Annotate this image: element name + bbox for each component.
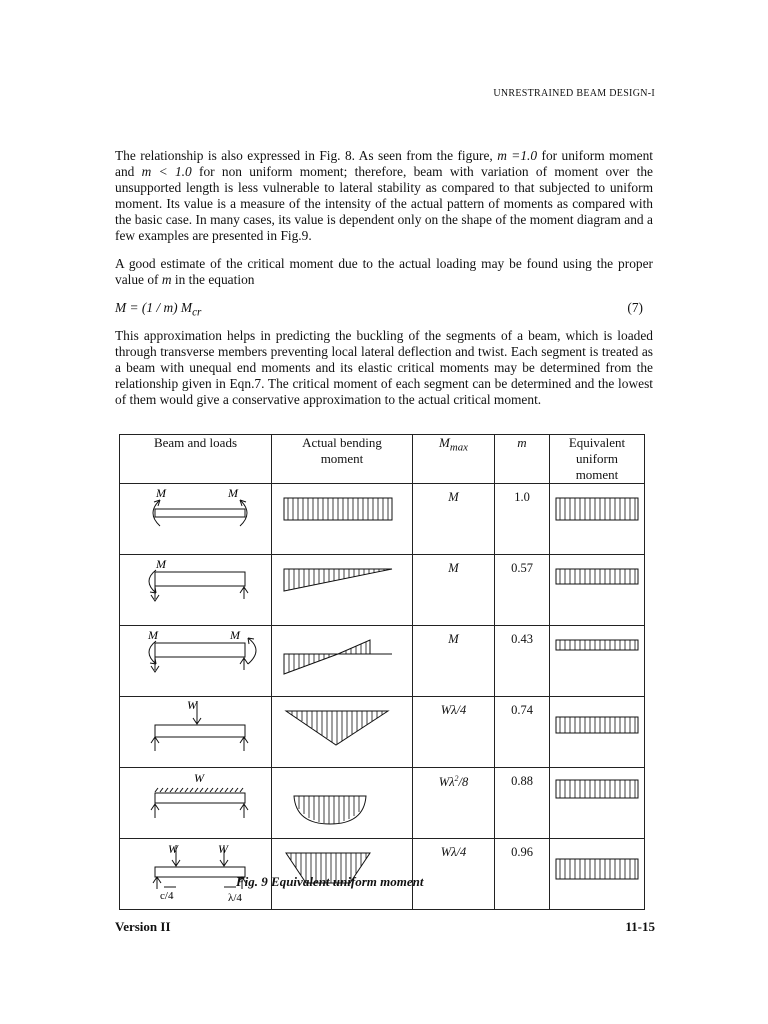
m-cell: 0.57 bbox=[495, 555, 550, 626]
equiv-diagram-5 bbox=[550, 768, 645, 839]
mmax-cell: Wλ/4 bbox=[413, 697, 495, 768]
header-actual: Actual bending moment bbox=[272, 435, 413, 484]
equiv-diagram-4 bbox=[550, 697, 645, 768]
mmax-cell: M bbox=[413, 626, 495, 697]
paragraph-3: This approximation helps in predicting the buckling of the segments of a beam, which is loaded through transverse members preventing local lateral deflection and twist. Each segment is treated as a beam with unequal end moments and its elastic critical moments may be determined from the relationship given in Eqn.7. The critical moment of each segment can be determined and the lowest of them would give a conservative approximation to the actual critical moment. bbox=[115, 328, 653, 407]
moment-diagram-1 bbox=[272, 484, 413, 555]
m-cell: 0.88 bbox=[495, 768, 550, 839]
moment-diagram-4 bbox=[272, 697, 413, 768]
table-row bbox=[120, 768, 645, 839]
running-header: UNRESTRAINED BEAM DESIGN-I bbox=[493, 88, 655, 99]
equation-number: (7) bbox=[627, 300, 643, 315]
equiv-diagram-1 bbox=[550, 484, 645, 555]
header-mmax: $M_{max}$ bbox=[413, 435, 495, 484]
paragraph-2: A good estimate of the critical moment due to the actual loading may be found using the proper value of m in the equation bbox=[115, 256, 653, 287]
beam-diagram-4 bbox=[120, 697, 272, 768]
load-label: W bbox=[187, 698, 197, 712]
load-label: W bbox=[194, 771, 204, 785]
equiv-diagram-3 bbox=[550, 626, 645, 697]
m-cell: 0.74 bbox=[495, 697, 550, 768]
paragraph-1: The relationship is also expressed in Fig. 8. As seen from the figure, m =1.0 for uniform moment and m < 1.0 for non uniform moment; therefore, beam with variation of moment over the unsupported length is less vulnerable to lateral stability as compared to that subjected to uniform moment. Its value is a measure of the intensity of the actual pattern of moments as compared with the basic case. In many cases, its value is dependent only on the shape of the moment diagram and a few examples are presented in Fig.9. bbox=[115, 148, 653, 243]
m-cell: 0.96 bbox=[495, 839, 550, 910]
mmax-cell: M bbox=[413, 555, 495, 626]
equiv-diagram-6 bbox=[550, 839, 645, 910]
footer-version: Version II bbox=[115, 919, 171, 934]
beam-diagram-5 bbox=[120, 768, 272, 839]
mmax-cell: $W\lambda^2/8$ bbox=[413, 768, 495, 839]
header-equiv: Equivalent uniform moment bbox=[550, 435, 645, 484]
figure-caption: Fig. 9 Equivalent uniform moment bbox=[236, 874, 424, 889]
load-label: M bbox=[228, 486, 238, 500]
beam-diagram-1 bbox=[120, 484, 272, 555]
footer-page-number: 11-15 bbox=[625, 919, 655, 934]
mmax-cell: Wλ/4 bbox=[413, 839, 495, 910]
beam-diagram-3 bbox=[120, 626, 272, 697]
load-label: M bbox=[230, 628, 240, 642]
equivalent-moment-table bbox=[119, 434, 645, 910]
header-m: m bbox=[495, 435, 550, 484]
load-label: M bbox=[148, 628, 158, 642]
table-row bbox=[120, 697, 645, 768]
m-cell: 1.0 bbox=[495, 484, 550, 555]
table-row bbox=[120, 484, 645, 555]
load-label: W bbox=[218, 842, 228, 856]
dim-label: λ/4 bbox=[228, 892, 242, 903]
moment-diagram-2 bbox=[272, 555, 413, 626]
equation-7: M = (1 / m) $M_{cr}$ (7) bbox=[115, 300, 643, 319]
beam-diagram-2 bbox=[120, 555, 272, 626]
moment-diagram-5 bbox=[272, 768, 413, 839]
table-row bbox=[120, 626, 645, 697]
table-header-row bbox=[120, 435, 645, 484]
m-cell: 0.43 bbox=[495, 626, 550, 697]
moment-diagram-3 bbox=[272, 626, 413, 697]
load-label: M bbox=[156, 557, 166, 571]
table-row bbox=[120, 555, 645, 626]
load-label: W bbox=[168, 842, 178, 856]
load-label: M bbox=[156, 486, 166, 500]
header-beam: Beam and loads bbox=[120, 435, 272, 484]
mmax-cell: M bbox=[413, 484, 495, 555]
equiv-diagram-2 bbox=[550, 555, 645, 626]
dim-label: c/4 bbox=[160, 890, 174, 902]
